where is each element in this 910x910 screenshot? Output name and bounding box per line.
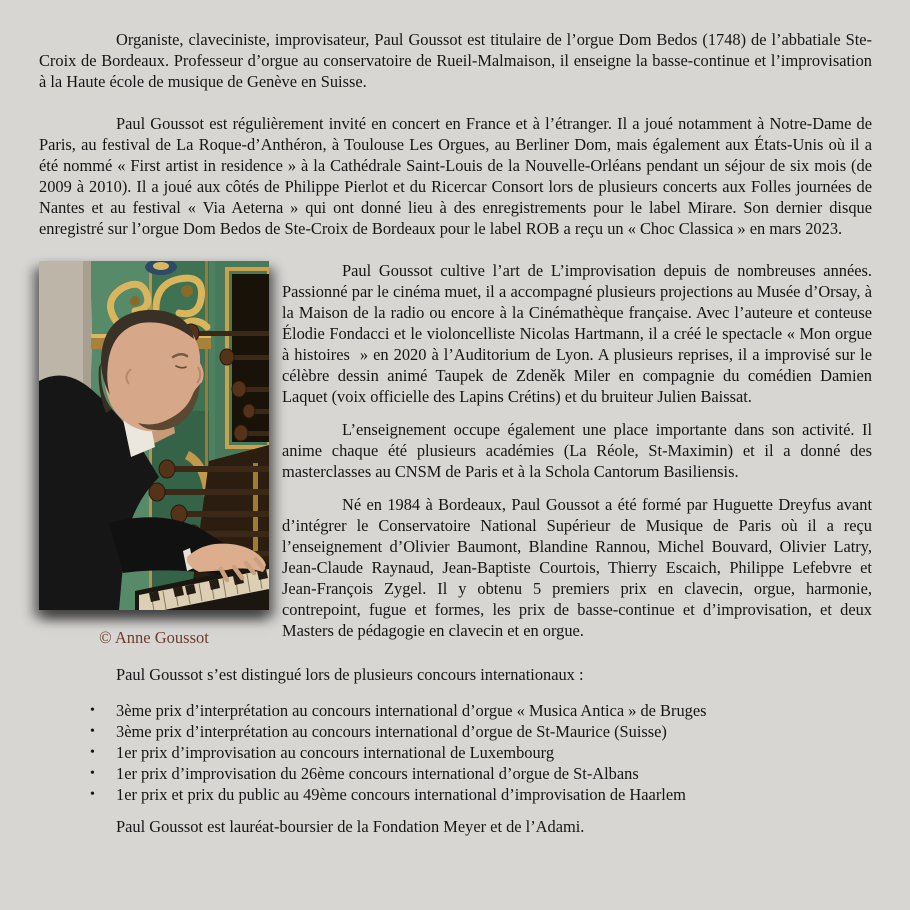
competitions-intro: Paul Goussot s’est distingué lors de plusieurs concours internationaux : [116, 665, 584, 684]
organist-photo-illustration [39, 261, 269, 610]
paul-goussot-organ-photo [39, 261, 269, 610]
photo-figure [39, 261, 269, 648]
closing-paragraph: Paul Goussot est lauréat-boursier de la Fondation Meyer et de l’Adami. [116, 817, 585, 836]
award-item: • 3ème prix d’interprétation au concours international d’orgue « Musica Antica » de Bruges [90, 700, 872, 721]
paragraph-education: Né en 1984 à Bordeaux, Paul Goussot a été formé par Huguette Dreyfus avant d’intégrer le Conservatoire National Supérieur de Musique de Paris où il a reçu l’enseignement d’Olivier Baumont, Blandine Rannou, Michel Bouvard, Olivier Latry, Jean-Claude Raynaud, Jean-Baptiste Courtois, Thierry Escaich, Philippe Lefebvre et Jean-François Zygel. Il y obtenu 5 premiers prix en clavecin, orgue, harmonie, contrepoint, fugue et formes, les prix de basse-continue et d’improvisation, et deux Masters de pédagogie en clavecin et en orgue. [282, 495, 872, 640]
award-item: • 1er prix et prix du public au 49ème concours international d’improvisation de Haarlem [90, 784, 872, 805]
awards-list [39, 700, 872, 805]
award-item: • 1er prix d’improvisation du 26ème concours international d’orgue de St-Albans [90, 763, 872, 784]
text-beside-photo [282, 260, 872, 653]
paragraph-improvisation: Paul Goussot cultive l’art de L’improvisation depuis de nombreuses années. Passionné par le cinéma muet, il a accompagné plusieurs projections au Musée d’Orsay, à la Maison de la radio ou encore à la Cinémathèque française. Avec l’auteure et conteuse Élodie Fondacci et le violoncelliste Nicolas Hartmann, il a créé le spectacle « Mon orgue à histoires » en 2020 à l’Auditorium de Lyon. A plusieurs reprises, il a improvisé sur le célèbre dessin animé Taupek de Zdeněk Miler en compagnie du comédien Damien Laquet (voix officielle des Lapins Crétins) et du bruiteur Julien Baissat. [282, 261, 872, 406]
award-item: • 3ème prix d’interprétation au concours international d’orgue de St-Maurice (Suisse) [90, 721, 872, 742]
photo-caption: © Anne Goussot [99, 628, 209, 647]
paragraph-teaching: L’enseignement occupe également une place importante dans son activité. Il anime chaque été plusieurs académies (La Réole, St-Maximin) et il a donné des masterclasses au CNSM de Paris et à la Schola Cantorum Basiliensis. [282, 420, 872, 481]
paragraph-concerts: Paul Goussot est régulièrement invité en concert en France et à l’étranger. Il a joué notamment à Notre-Dame de Paris, au festival de La Roque-d’Anthéron, à Toulouse Les Orgues, au Berliner Dom, mais également aux États-Unis où il a été nommé « First artist in residence » à la Cathédrale Saint-Louis de la Nouvelle-Orléans pendant un séjour de six mois (de 2009 à 2010). Il a joué aux côtés de Philippe Pierlot et du Ricercar Consort lors de plusieurs concerts aux Folles journées de Nantes et au festival « Via Aeterna » qui ont donné lieu à des enregistrements pour le label Mirare. Son dernier disque enregistré sur l’orgue Dom Bedos de Ste-Croix de Bordeaux pour le label ROB a reçu un « Choc Classica » en mars 2023. [39, 114, 872, 238]
paragraph-intro-organist: Organiste, claveciniste, improvisateur, Paul Goussot est titulaire de l’orgue Dom Bedos (1748) de l’abbatiale Ste-Croix de Bordeaux. Professeur d’orgue au conservatoire de Rueil-Malmaison, il enseigne la basse-continue et l’improvisation à la Haute école de musique de Genève en Suisse. [39, 30, 872, 91]
award-item: • 1er prix d’improvisation au concours international de Luxembourg [90, 742, 872, 763]
